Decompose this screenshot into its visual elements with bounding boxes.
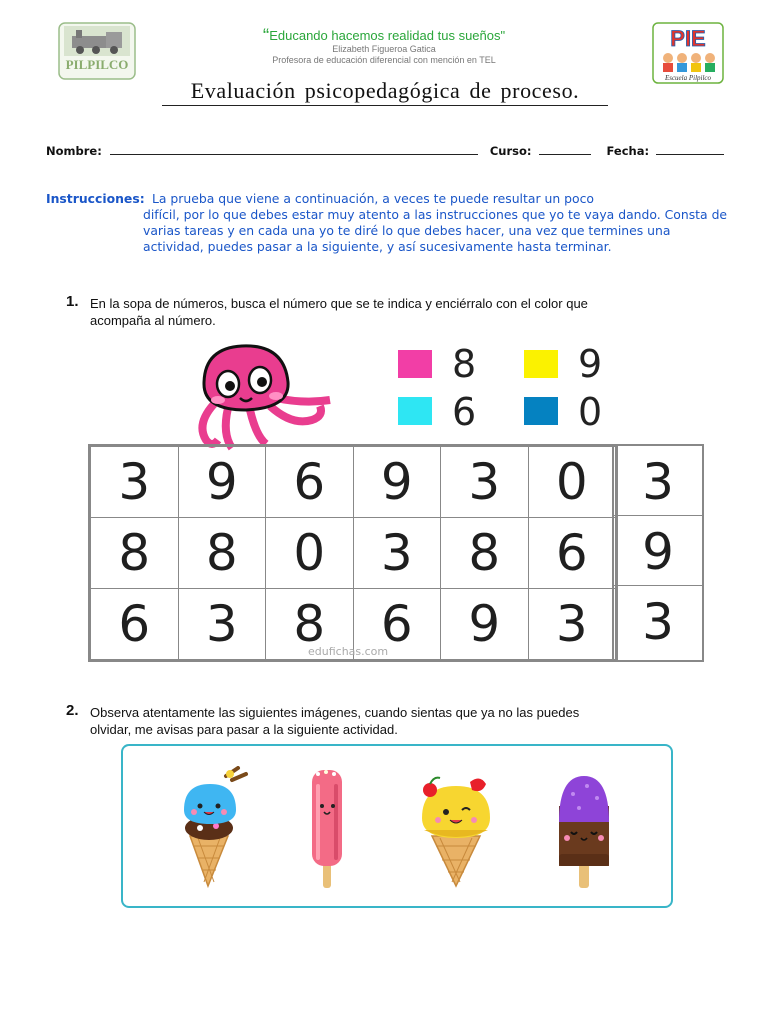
grid-cell[interactable]: 8 <box>91 518 179 589</box>
grid-cell[interactable]: 9 <box>441 589 529 660</box>
grid-cell[interactable]: 6 <box>91 589 179 660</box>
question-2-line-1: Observa atentamente las siguientes imágenes, cuando sientas que ya no las puedes <box>90 705 580 720</box>
grid-cell[interactable]: 3 <box>642 593 674 651</box>
number-search-extra-column <box>612 444 704 662</box>
grid-cell[interactable]: 3 <box>528 589 616 660</box>
pie-logo-text: PIE <box>670 26 706 51</box>
author-profession: Profesora de educación diferencial con mención en TEL <box>272 55 496 65</box>
grid-cell[interactable]: 8 <box>441 518 529 589</box>
legend-number-9: 9 <box>578 342 603 386</box>
grid-cell[interactable]: 3 <box>178 589 266 660</box>
page-title: Evaluación psicopedagógica de proceso. <box>162 78 608 106</box>
legend-swatch-pink <box>398 350 432 378</box>
grid-cell[interactable]: 6 <box>528 518 616 589</box>
question-2-text <box>90 704 730 738</box>
question-1-text <box>90 295 730 329</box>
legend-number-6: 6 <box>452 390 477 434</box>
course-label: Curso: <box>489 144 532 158</box>
name-label: Nombre: <box>46 144 102 158</box>
grid-cell[interactable]: 9 <box>178 447 266 518</box>
yellow-ice-cream-cone-icon <box>410 774 502 888</box>
grid-cell[interactable]: 3 <box>91 447 179 518</box>
grid-cell[interactable]: 9 <box>353 447 441 518</box>
name-field[interactable] <box>110 143 478 155</box>
number-search-grid <box>88 444 618 662</box>
grid-cell[interactable]: 9 <box>614 516 702 586</box>
motto-quote: “ <box>262 26 270 47</box>
pie-logo-caption: Escuela Pilpilco <box>664 74 712 82</box>
question-1-line-2: acompaña al número. <box>90 313 216 328</box>
legend-swatch-blue <box>524 397 558 425</box>
pie-logo <box>652 22 724 84</box>
instructions-body: difícil, por lo que debes estar muy atento a las instrucciones que yo te vaya dando. Consta de varias tareas y en cada una yo te diré lo que debes hacer, una vez que termines una actividad, puedes pasar a la siguiente, y así sucesivamente hasta terminar. <box>143 207 728 254</box>
legend-number-0: 0 <box>578 390 603 434</box>
course-field[interactable] <box>539 143 591 155</box>
grid-cell[interactable]: 3 <box>614 446 702 516</box>
date-label: Fecha: <box>606 144 650 158</box>
legend-swatch-cyan <box>398 397 432 425</box>
author-name: Elizabeth Figueroa Gatica <box>332 44 436 54</box>
grid-cell[interactable]: 6 <box>353 589 441 660</box>
school-logo-text: PILPILCO <box>65 57 129 72</box>
question-1-line-1: En la sopa de números, busca el número que se te indica y enciérralo con el color que <box>90 296 588 311</box>
watermark: edufichas.com <box>308 645 389 658</box>
blue-ice-cream-cone-icon <box>176 766 256 888</box>
question-2-number: 2. <box>66 702 79 719</box>
jellyfish-icon <box>192 344 342 456</box>
question-1-number: 1. <box>66 293 79 310</box>
grid-cell[interactable]: 3 <box>441 447 529 518</box>
grid-cell[interactable]: 6 <box>266 447 354 518</box>
chocolate-popsicle-icon <box>553 772 615 890</box>
grid-row <box>91 447 616 518</box>
pink-popsicle-icon <box>306 766 348 890</box>
grid-cell[interactable]: 0 <box>528 447 616 518</box>
student-info-row <box>46 143 724 158</box>
legend-swatch-yellow <box>524 350 558 378</box>
grid-cell[interactable]: 8 <box>178 518 266 589</box>
grid-cell[interactable]: 0 <box>266 518 354 589</box>
grid-cell[interactable]: 3 <box>353 518 441 589</box>
instructions-label: Instrucciones: <box>46 191 145 206</box>
grid-cell[interactable]: 8 <box>266 589 354 660</box>
date-field[interactable] <box>656 143 724 155</box>
grid-row <box>91 518 616 589</box>
instructions-first-line: La prueba que viene a continuación, a veces te puede resultar un poco <box>152 191 594 206</box>
question-2-line-2: olvidar, me avisas para pasar a la siguiente actividad. <box>90 722 398 737</box>
motto-text: Educando hacemos realidad tus sueños" <box>269 28 506 43</box>
legend-number-8: 8 <box>452 342 477 386</box>
instructions <box>46 191 726 271</box>
